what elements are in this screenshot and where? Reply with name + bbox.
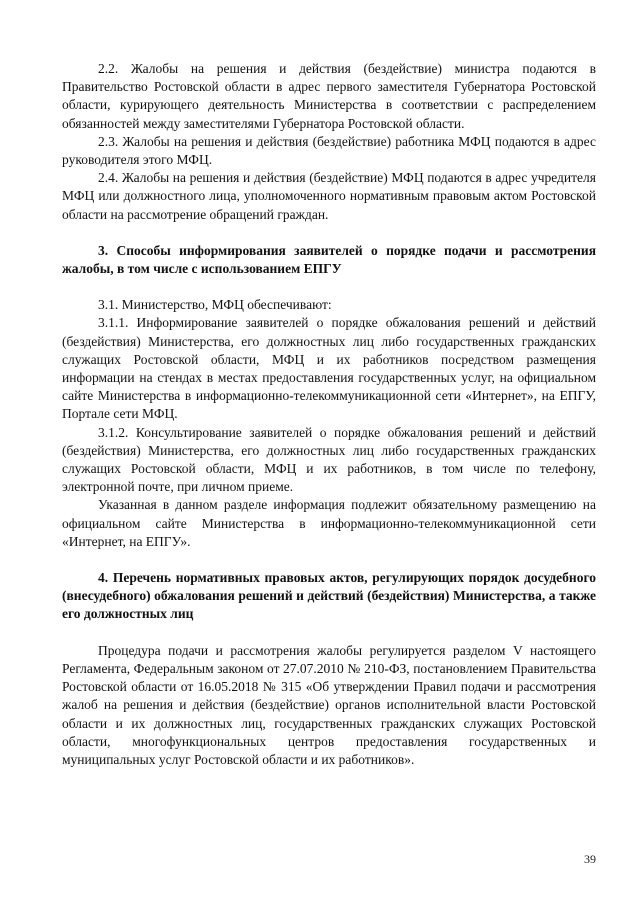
section-4-heading: 4. Перечень нормативных правовых актов, регулирующих порядок досудебного (внесудебного) обжалования решений и действий (бездействия) Министерства, а также его должностных лиц	[62, 570, 596, 622]
paragraph-3-1: 3.1. Министерство, МФЦ обеспечивают:	[98, 297, 332, 313]
paragraph-3-1-2: 3.1.2. Консультирование заявителей о порядке обжалования решений и действий (бездействия) Министерства, его должностных лиц либо государственных гражданских служащих Ростовской области, МФЦ и их работников, в том числе по телефону, электронной почте, при личном приеме.	[62, 424, 596, 495]
paragraph-info-placement: Указанная в данном разделе информация подлежит обязательному размещению на официальном сайте Министерства в информационно-телекоммуникационной сети «Интернет, на ЕПГУ».	[62, 497, 596, 549]
paragraph-3-1-1: 3.1.1. Информирование заявителей о порядке обжалования решений и действий (бездействия) Министерства, его должностных лиц либо государственных гражданских служащих Ростовской области, МФЦ и их работников посредством размещения информации на стендах в местах предоставления государственных услуг, на официальном сайте Министерства в информационно-телекоммуникационной сети «Интернет», на ЕПГУ, Портале сети МФЦ.	[62, 315, 596, 422]
document-page	[62, 60, 596, 769]
paragraph-2-3: 2.3. Жалобы на решения и действия (бездействие) работника МФЦ подаются в адрес руководителя этого МФЦ.	[62, 133, 596, 168]
paragraph-2-4: 2.4. Жалобы на решения и действия (бездействие) МФЦ подаются в адрес учредителя МФЦ или должностного лица, уполномоченного нормативным правовым актом Ростовской области на рассмотрение обращений граждан.	[62, 170, 596, 222]
paragraph-2-2: 2.2. Жалобы на решения и действия (бездействие) министра подаются в Правительство Ростовской области в адрес первого заместителя Губернатора Ростовской области, курирующего деятельность Министерства в соответствии с распределением обязанностей между заместителями Губернатора Ростовской области.	[62, 61, 596, 131]
section-3-heading: 3. Способы информирования заявителей о порядке подачи и рассмотрения жалобы, в том числе с использованием ЕПГУ	[62, 242, 596, 277]
page-number: 39	[584, 852, 596, 866]
paragraph-procedure: Процедура подачи и рассмотрения жалобы регулируется разделом V настоящего Регламента, Федеральным законом от 27.07.2010 № 210-ФЗ, постановлением Правительства Ростовской области от 16.05.2018 № 315 «Об утверждении Правил подачи и рассмотрения жалоб на решения и действия (бездействие) органов исполнительной власти Ростовской области и их должностных лиц, государственных гражданских служащих Ростовской области, многофункциональных центров предоставления государственных и муниципальных услуг Ростовской области и их работников».	[62, 642, 596, 767]
